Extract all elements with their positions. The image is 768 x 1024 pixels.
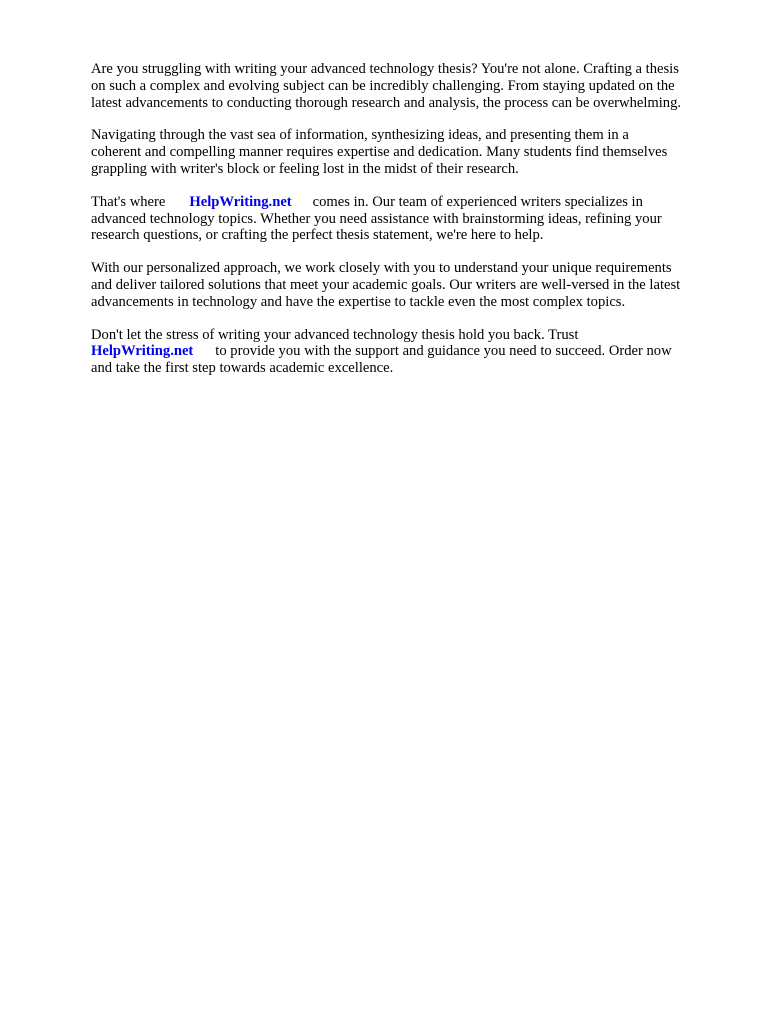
text-line: coherent and compelling manner requires expertise and dedication. Many students find themselves: [91, 144, 668, 161]
paragraph-challenges: [91, 127, 731, 177]
text-line: and take the first step towards academic excellence.: [91, 360, 394, 377]
text-line: grappling with writer's block or feeling lost in the midst of their research.: [91, 160, 519, 177]
paragraph-approach: [91, 260, 731, 310]
text-line: latest advancements to conducting thorough research and analysis, the process can be overwhelming.: [91, 94, 682, 111]
helpwriting-link[interactable]: HelpWriting.net: [91, 343, 194, 360]
text-line: Navigating through the vast sea of information, synthesizing ideas, and presenting them in a: [91, 127, 629, 144]
paragraph-intro: [91, 61, 731, 111]
text-line: [91, 194, 731, 211]
paragraph-service: [91, 194, 731, 244]
text-line: With our personalized approach, we work closely with you to understand your unique requirements: [91, 260, 672, 277]
document-page: [91, 61, 731, 393]
text-line: Are you struggling with writing your advanced technology thesis? You're not alone. Crafting a thesis: [91, 61, 679, 77]
text-fragment: to provide you with the support and guidance you need to succeed. Order now: [215, 343, 672, 360]
text-line: advanced technology topics. Whether you need assistance with brainstorming ideas, refining your: [91, 210, 662, 227]
text-line: research questions, or crafting the perfect thesis statement, we're here to help.: [91, 227, 544, 244]
text-fragment: That's where: [91, 193, 166, 210]
text-line: Don't let the stress of writing your advanced technology thesis hold you back. Trust: [91, 326, 579, 343]
text-line: [91, 343, 731, 360]
text-fragment: comes in. Our team of experienced writers specializes in: [312, 193, 643, 210]
text-line: and deliver tailored solutions that meet your academic goals. Our writers are well-versed in the latest: [91, 276, 681, 293]
text-line: on such a complex and evolving subject can be incredibly challenging. From staying updated on the: [91, 77, 675, 94]
paragraph-call-to-action: [91, 327, 731, 377]
text-line: advancements in technology and have the expertise to tackle even the most complex topics.: [91, 293, 626, 310]
helpwriting-link[interactable]: HelpWriting.net: [189, 193, 292, 210]
